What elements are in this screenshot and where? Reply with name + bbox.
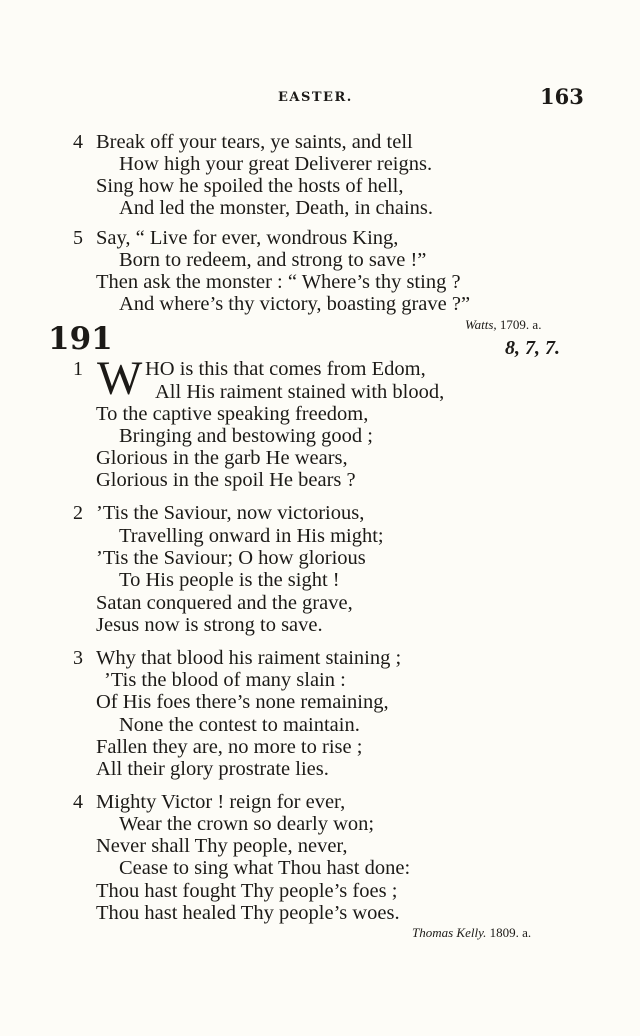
verse-line: How high your great Deliverer reigns.	[119, 153, 433, 175]
verse-line: None the contest to maintain.	[119, 714, 360, 736]
author-attribution	[465, 317, 541, 333]
author-date: 1709. a.	[499, 317, 542, 332]
stanza-number: 5	[73, 227, 83, 249]
verse-line: Jesus now is strong to save.	[96, 614, 323, 636]
verse-line: Glorious in the spoil He bears ?	[96, 469, 356, 491]
verse-line: And where’s thy victory, boasting grave ?”	[119, 293, 471, 315]
verse-line: Thou hast healed Thy people’s woes.	[96, 902, 400, 924]
verse-line: Sing how he spoiled the hosts of hell,	[96, 175, 404, 197]
author-attribution	[412, 925, 531, 941]
running-header: EASTER.	[278, 90, 353, 105]
verse-line: To His people is the sight !	[119, 569, 340, 591]
verse-line: Fallen they are, no more to rise ;	[96, 736, 363, 758]
verse-line: Then ask the monster : “ Where’s thy sting ?	[96, 271, 461, 293]
stanza-number: 4	[73, 791, 83, 813]
verse-line: Mighty Victor ! reign for ever,	[96, 791, 346, 813]
author-date: 1809. a.	[489, 925, 532, 940]
verse-line: Satan conquered and the grave,	[96, 592, 353, 614]
verse-line: All His raiment stained with blood,	[155, 381, 445, 403]
stanza-number: 3	[73, 647, 83, 669]
verse-line: HO is this that comes from Edom,	[145, 358, 426, 380]
author-name: Thomas Kelly.	[412, 925, 487, 940]
verse-line: Say, “ Live for ever, wondrous King,	[96, 227, 399, 249]
verse-line: Why that blood his raiment staining ;	[96, 647, 402, 669]
author-name: Watts,	[465, 317, 497, 332]
verse-line: Thou hast fought Thy people’s foes ;	[96, 880, 398, 902]
verse-line: Never shall Thy people, never,	[96, 835, 348, 857]
verse-line: Glorious in the garb He wears,	[96, 447, 348, 469]
verse-line: Break off your tears, ye saints, and tell	[96, 131, 413, 153]
verse-line: ’Tis the blood of many slain :	[104, 669, 346, 691]
stanza-number: 2	[73, 502, 83, 524]
verse-line: ’Tis the Saviour, now victorious,	[96, 502, 365, 524]
drop-cap: W	[97, 352, 143, 405]
stanza-number: 1	[73, 358, 83, 380]
verse-line: To the captive speaking freedom,	[96, 403, 369, 425]
verse-line: Travelling onward in His might;	[119, 525, 384, 547]
page-number: 163	[540, 84, 584, 109]
verse-line: Born to redeem, and strong to save !”	[119, 249, 427, 271]
verse-line: Wear the crown so dearly won;	[119, 813, 375, 835]
verse-line: ’Tis the Saviour; O how glorious	[96, 547, 366, 569]
verse-line: Bringing and bestowing good ;	[119, 425, 373, 447]
verse-line: Of His foes there’s none remaining,	[96, 691, 389, 713]
hymn-number: 191	[48, 321, 113, 357]
verse-line: And led the monster, Death, in chains.	[119, 197, 434, 219]
verse-line: All their glory prostrate lies.	[96, 758, 329, 780]
verse-line: Cease to sing what Thou hast done:	[119, 857, 411, 879]
hymn-meter: 8, 7, 7.	[505, 337, 560, 359]
stanza-number: 4	[73, 131, 83, 153]
